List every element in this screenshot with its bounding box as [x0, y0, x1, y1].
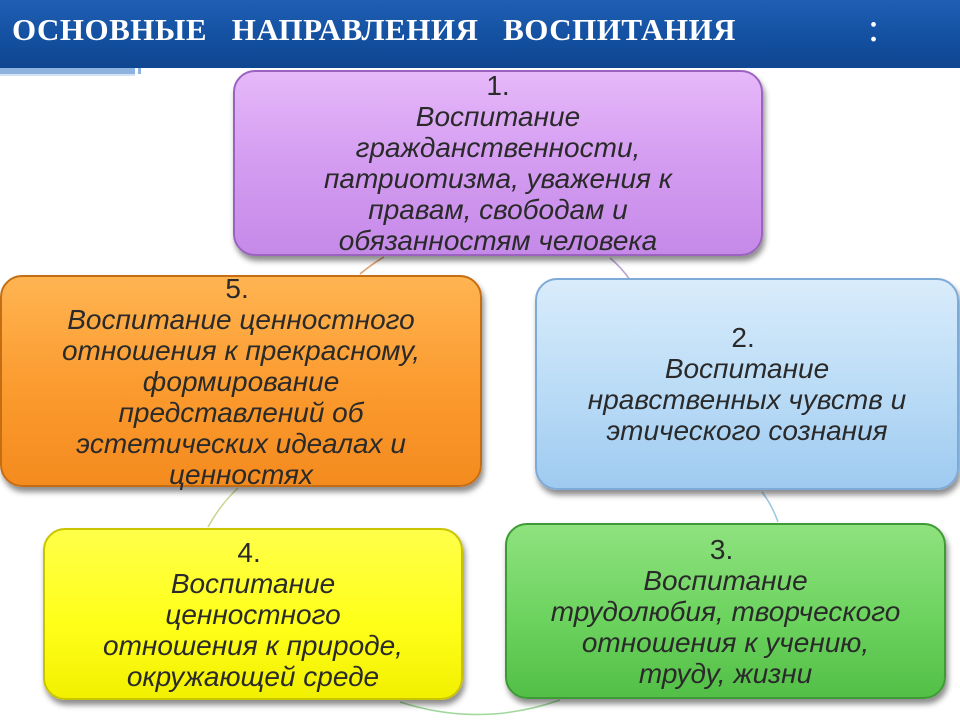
- direction-1-line: Воспитание: [415, 101, 581, 132]
- direction-4-text: [103, 537, 403, 692]
- direction-2-line: Воспитание: [664, 353, 830, 384]
- direction-1-line: патриотизма, уважения к: [324, 163, 672, 194]
- direction-4-line: окружающей среде: [126, 660, 380, 692]
- direction-3-line: отношения к учению,: [581, 626, 870, 658]
- direction-4-line: Воспитание: [170, 567, 336, 599]
- direction-2-number: 2.: [731, 322, 763, 353]
- direction-5-number: 5.: [225, 272, 257, 304]
- direction-5-line: эстетических идеалах и: [76, 427, 406, 459]
- page-title-colon: :: [868, 5, 880, 50]
- direction-3-box: [505, 523, 946, 699]
- direction-2-line: нравственных чувств и: [587, 384, 907, 415]
- connector-1-2: [610, 258, 630, 280]
- direction-5-line: представлений об: [118, 396, 364, 428]
- direction-3-line: Воспитание: [643, 564, 808, 596]
- connector-5-1: [360, 257, 384, 274]
- direction-5-text: [62, 273, 420, 490]
- direction-1-text: [324, 70, 672, 256]
- connector-2-3: [762, 492, 778, 522]
- direction-1-number: 1.: [486, 70, 510, 101]
- direction-5-line: Воспитание ценностного: [67, 303, 415, 335]
- direction-4-box: [43, 528, 463, 700]
- direction-5-line: ценностях: [169, 458, 313, 490]
- direction-5-line: отношения к прекрасному,: [61, 334, 421, 366]
- direction-3-line: труду, жизни: [638, 657, 813, 689]
- page-title: ОСНОВНЫЕ НАПРАВЛЕНИЯ ВОСПИТАНИЯ: [12, 12, 737, 47]
- direction-5-box: [0, 272, 482, 490]
- direction-1-line: гражданственности,: [355, 132, 641, 163]
- direction-3-text: [551, 534, 901, 689]
- direction-3-number: 3.: [709, 533, 742, 565]
- direction-1-box: [233, 70, 763, 256]
- direction-5-line: формирование: [142, 365, 340, 397]
- direction-2-text: [588, 322, 906, 446]
- direction-2-line: этического сознания: [606, 415, 888, 446]
- direction-4-line: отношения к природе,: [103, 629, 403, 661]
- direction-2-box: [535, 278, 959, 490]
- connector-4-5: [208, 488, 238, 527]
- direction-3-line: трудолюбия, творческого: [550, 595, 901, 627]
- direction-4-number: 4.: [237, 536, 269, 568]
- direction-1-line: правам, свободам и: [368, 194, 628, 225]
- connector-3-4: [400, 700, 560, 715]
- direction-4-line: ценностного: [165, 598, 341, 630]
- direction-1-line: обязанностям человека: [338, 225, 658, 256]
